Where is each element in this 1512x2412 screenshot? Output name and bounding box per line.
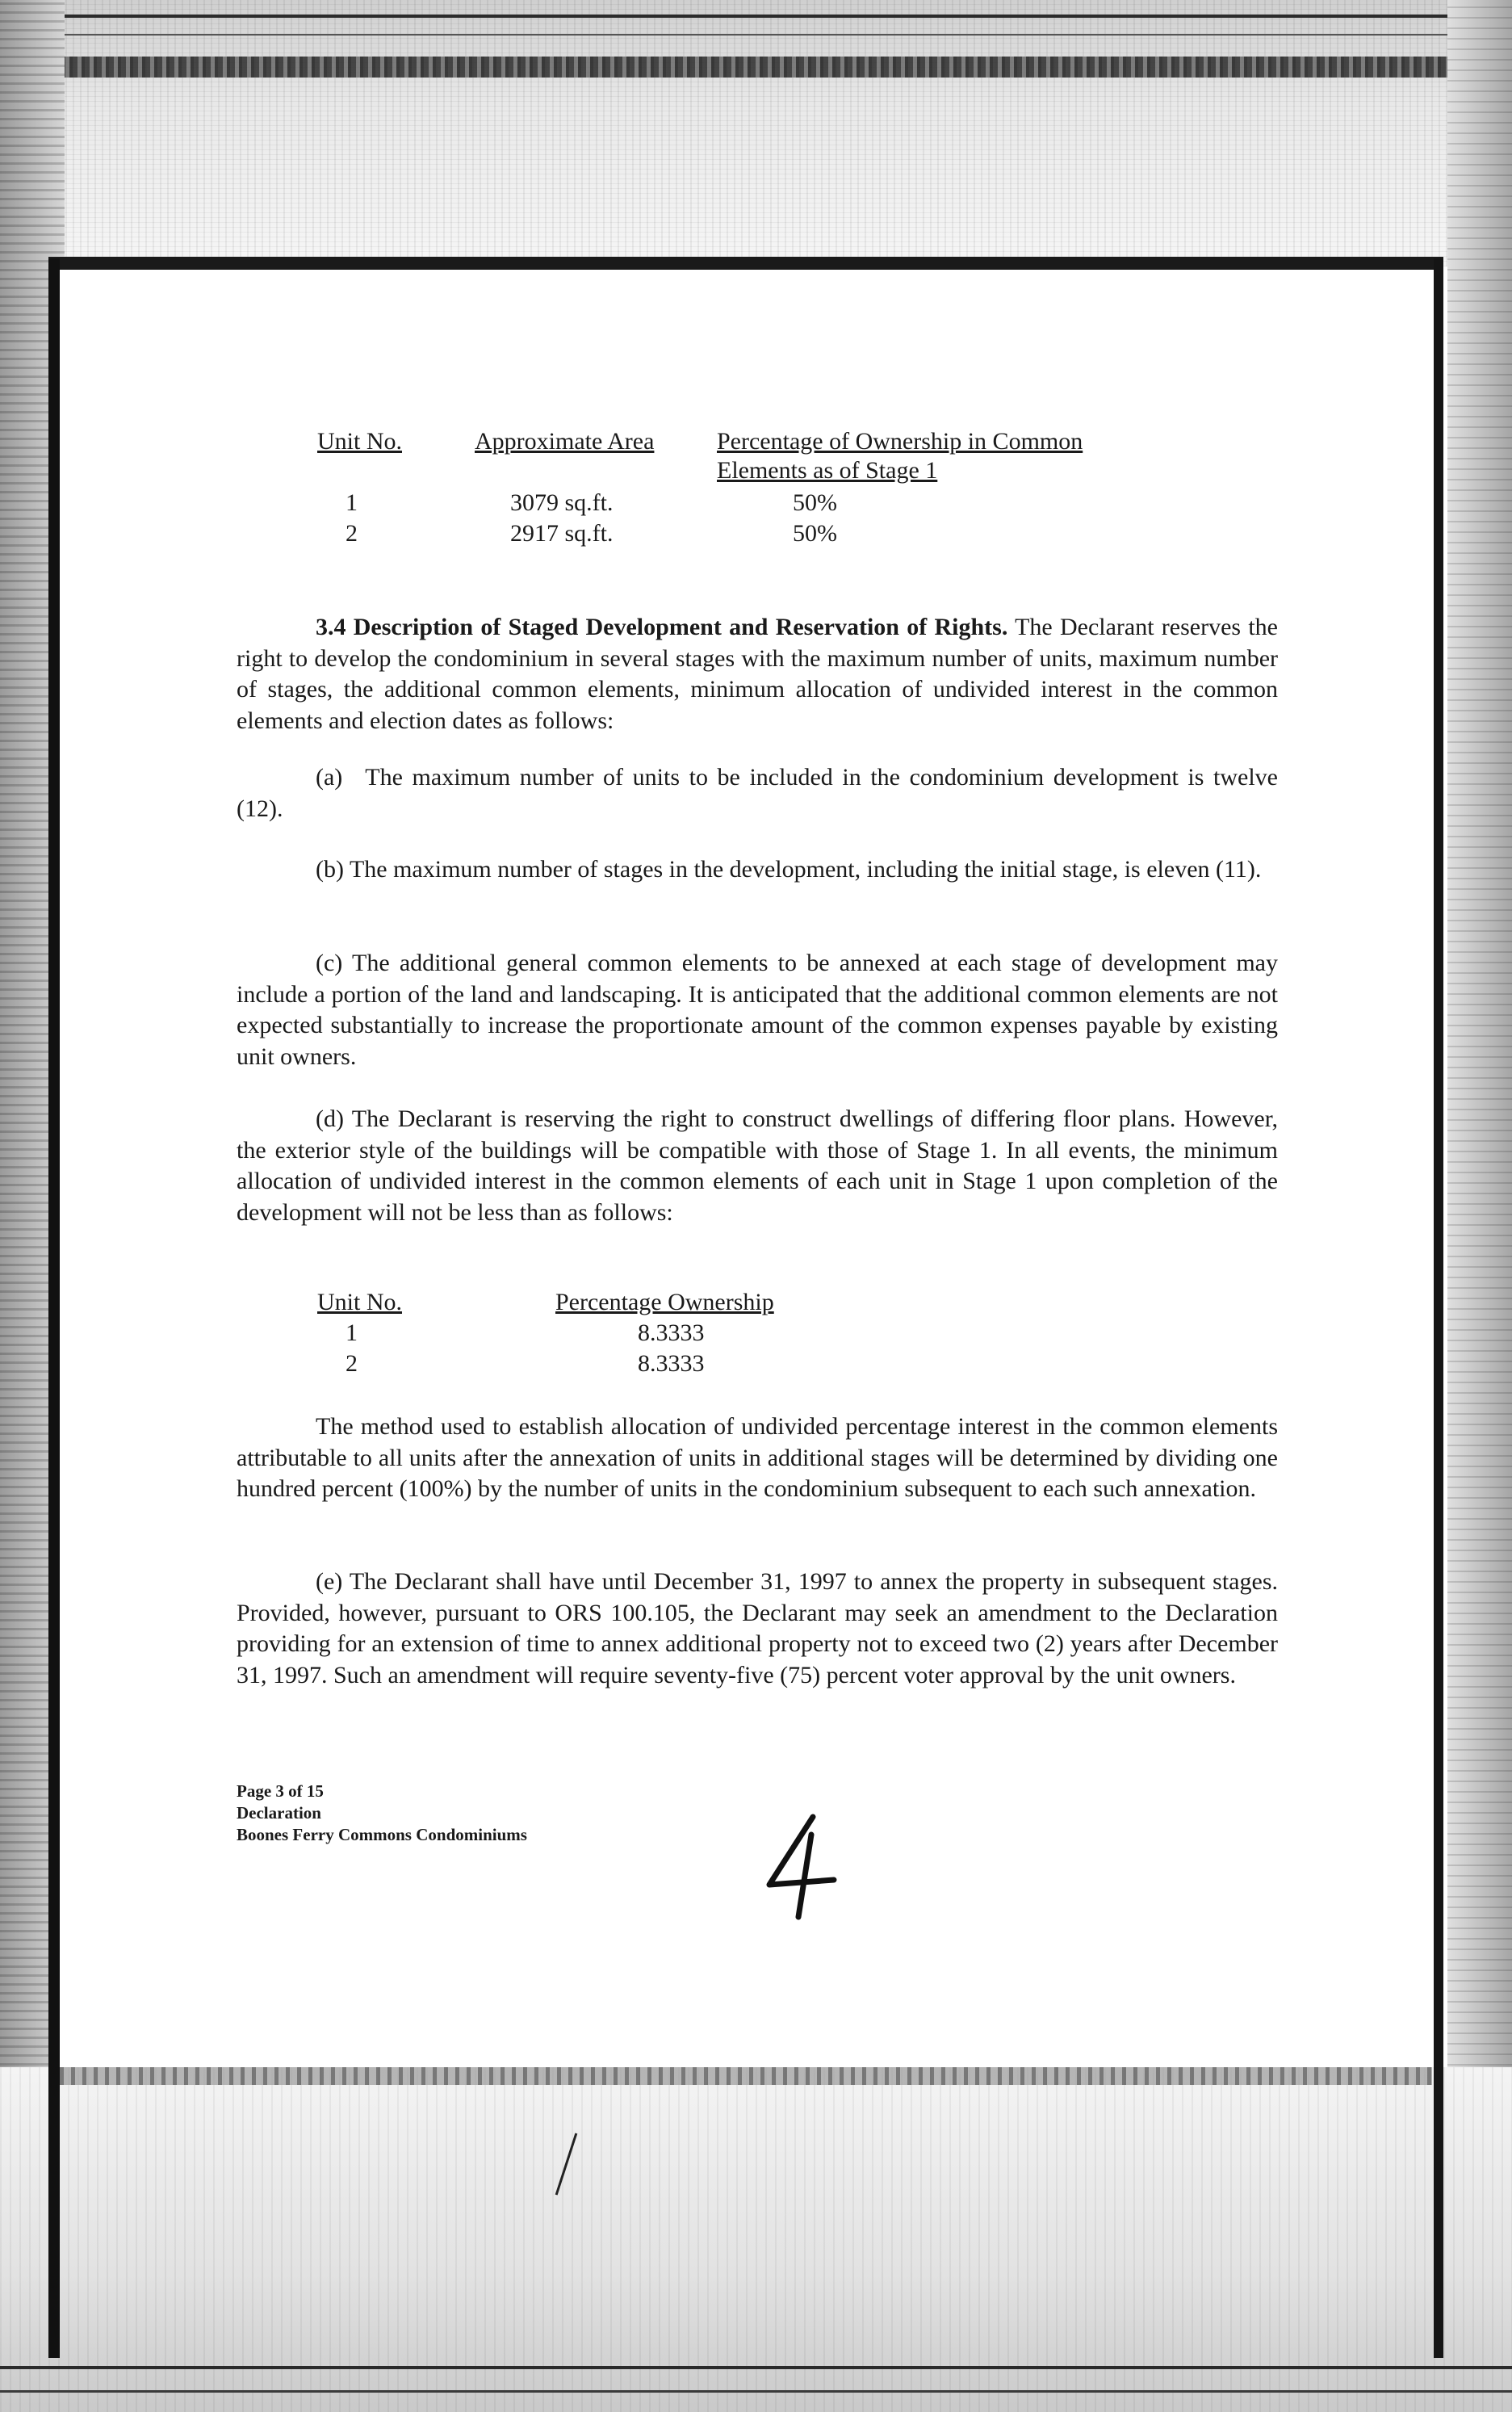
item-d-text: (d) The Declarant is reserving the right to construct dwellings of differing floor plans. However, the exterior style of the buildings will be compatible with those of Stage 1. In all events, the minimum allocation of undivided interest in the common elements of each unit in Stage 1 upon completion of the development will not be less than as follows: bbox=[237, 1105, 1278, 1226]
table2-row2-unit: 2 bbox=[346, 1350, 358, 1377]
item-c-text: (c) The additional general common elements to be annexed at each stage of development may include a portion of the land and landscaping. It is anticipated that the additional common elements are not expected substantially to increase the proportionate amount of the common expenses payable by existing unit owners. bbox=[237, 950, 1278, 1070]
table1-row1-unit: 1 bbox=[346, 489, 358, 516]
table1-header-pct-line1: Percentage of Ownership in Common bbox=[717, 428, 1083, 455]
table1-header-pct-line2: Elements as of Stage 1 bbox=[717, 457, 938, 484]
table2-row1-pct: 8.3333 bbox=[638, 1319, 705, 1346]
table2-header-unit: Unit No. bbox=[317, 1289, 402, 1315]
item-b bbox=[237, 854, 1278, 886]
table1-row1-pct: 50% bbox=[793, 489, 837, 516]
item-b-text: (b) The maximum number of stages in the development, including the initial stage, is eleven (11). bbox=[316, 856, 1262, 883]
method-paragraph bbox=[237, 1412, 1278, 1505]
footer-doc-title: Declaration bbox=[237, 1803, 321, 1823]
item-d bbox=[237, 1104, 1278, 1228]
table1-row2-area: 2917 sq.ft. bbox=[510, 520, 614, 547]
section-3-4-intro bbox=[237, 612, 1278, 736]
table1-header-unit: Unit No. bbox=[317, 428, 402, 455]
footer-page-number: Page 3 of 15 bbox=[237, 1781, 324, 1801]
table2-header-pct: Percentage Ownership bbox=[555, 1289, 774, 1315]
table2-row2-pct: 8.3333 bbox=[638, 1350, 705, 1377]
handwritten-page-number bbox=[763, 1810, 844, 1923]
item-e-text: (e) The Declarant shall have until December 31, 1997 to annex the property in subsequent stages. Provided, however, pursuant to ORS 100.105, the Declarant may seek an amendment to the Declaration providing for an extension of time to annex additional property not to exceed two (2) years after December 31, 1997. Such an amendment will require seventy-five (75) percent voter approval by the unit owners. bbox=[237, 1568, 1278, 1688]
table1-row2-unit: 2 bbox=[346, 520, 358, 547]
footer-project-name: Boones Ferry Commons Condominiums bbox=[237, 1825, 527, 1844]
table2-row1-unit: 1 bbox=[346, 1319, 358, 1346]
item-e bbox=[237, 1567, 1278, 1691]
method-text: The method used to establish allocation of undivided percentage interest in the common elements attributable to all units after the annexation of units in additional stages will be determined by dividing one hundred percent (100%) by the number of units in the condominium subsequent to each such annexation. bbox=[237, 1413, 1278, 1502]
table1-header-area: Approximate Area bbox=[475, 428, 655, 455]
page-footer bbox=[237, 1781, 527, 1846]
table1-row1-area: 3079 sq.ft. bbox=[510, 489, 614, 516]
section-heading: 3.4 Description of Staged Development and Reservation of Rights. bbox=[316, 614, 1008, 640]
item-a bbox=[237, 762, 1278, 824]
item-a-text: The maximum number of units to be included in the condominium development is twelve (12). bbox=[237, 764, 1278, 822]
section-intro-text: The Declarant reserves the right to develop the condominium in several stages with the maximum number of units, maximum number of stages, the additional common elements, minimum allocation of undivided interest in the common elements and election dates as follows: bbox=[237, 614, 1278, 734]
item-a-label: (a) bbox=[316, 764, 343, 791]
table1-row2-pct: 50% bbox=[793, 520, 837, 547]
item-c bbox=[237, 948, 1278, 1072]
